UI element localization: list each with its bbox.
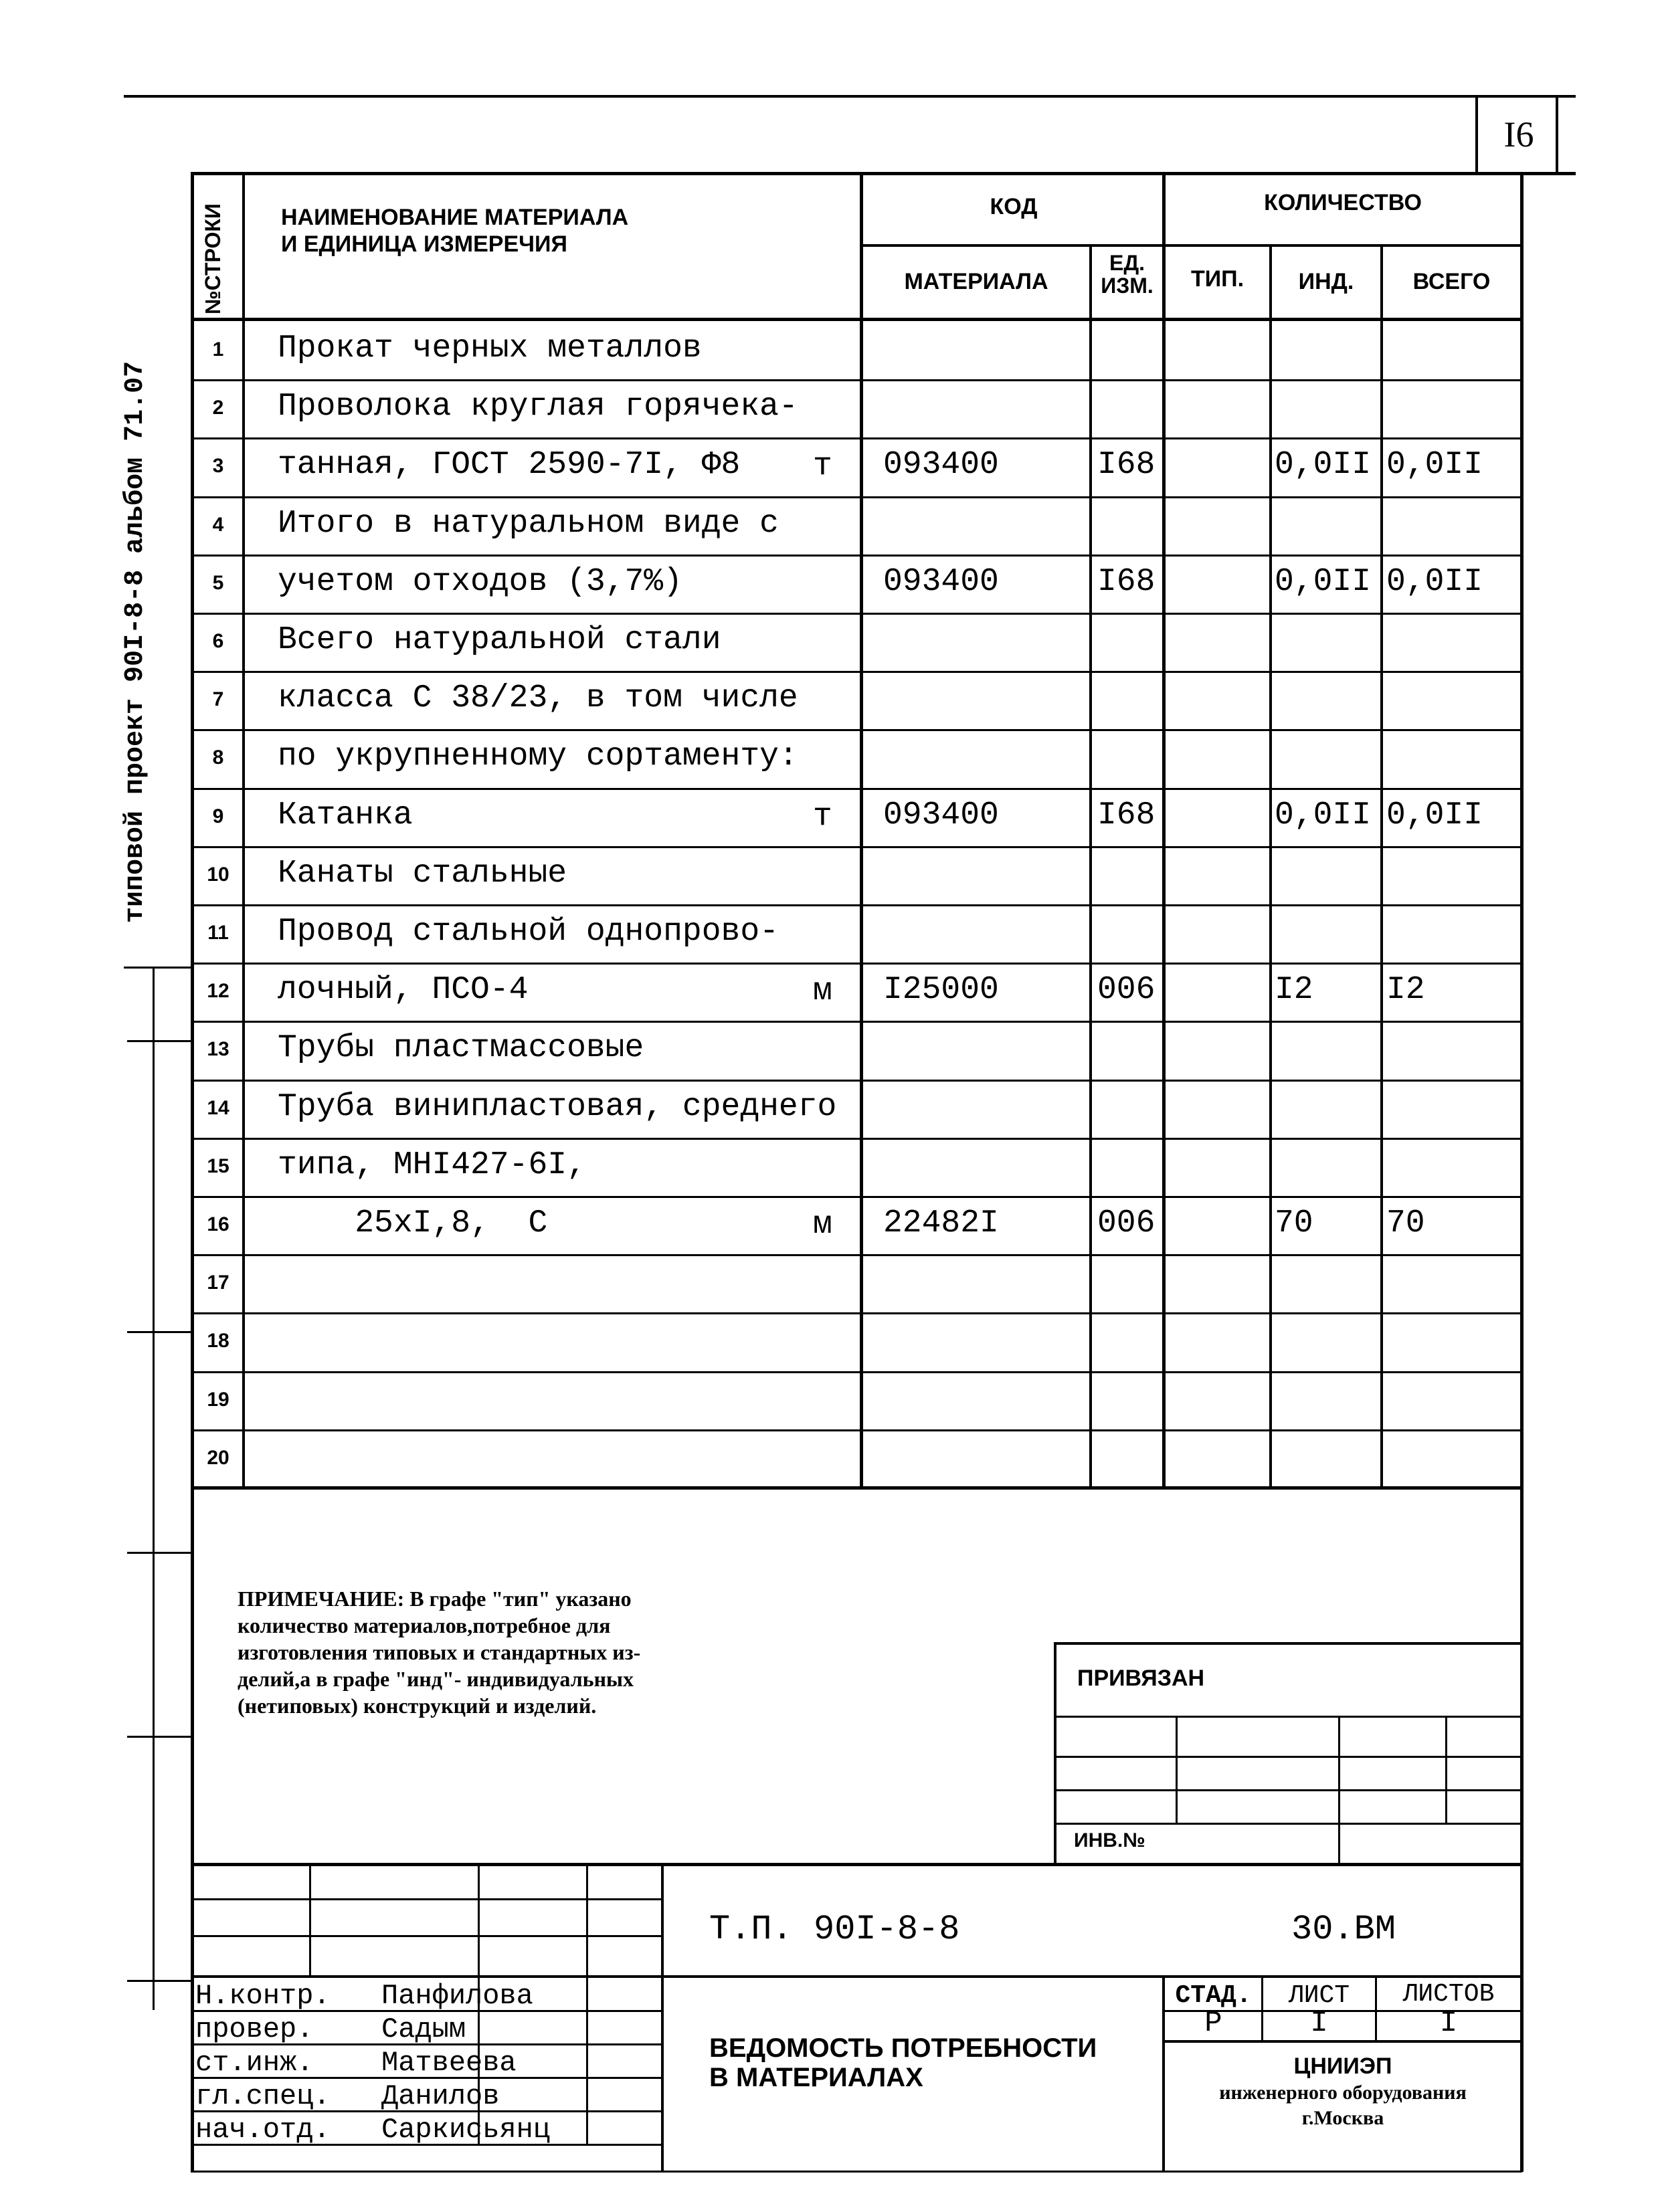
row-number: 11 [207,922,229,944]
note-text: ПРИМЕЧАНИЕ: В графе "тип" указано количество материалов,потребное для изготовления типовых и стандартных из- делий,а в графе "инд"- индивидуальных (нетиповых) конструкций и изделий. [238,1587,641,1718]
row-line [191,1138,1522,1140]
col-divider-name [860,172,863,1488]
row-material-code: 093400 [883,797,999,833]
org-line2: инженерного оборудования [1219,2082,1467,2104]
frame-right [1520,172,1524,2172]
col-divider-code [1162,172,1166,1488]
header-code: КОД [990,194,1038,219]
row-name: 25хI,8, С [278,1205,548,1241]
signature-role: ст.инж. [195,2047,314,2079]
row-name: танная, ГОСТ 2590-7I, Ф8 [278,447,741,483]
tb-grid-col [586,1863,588,2144]
row-number: 14 [207,1097,229,1119]
stamp-stad-label: СТАД. [1175,1981,1252,2010]
signature-role: гл.спец. [195,2080,331,2112]
privyazan-col [1338,1716,1340,1863]
privyazan-row [1054,1789,1522,1791]
header-rownum-text: №СТРОКИ [201,203,225,314]
row-name: Трубы пластмассовые [278,1030,644,1066]
row-number: 1 [212,338,224,361]
signature-name: Саркисьянц [381,2114,551,2146]
row-name: Итого в натуральном виде с [278,506,779,542]
top-rule [124,95,1576,98]
row-number: 15 [207,1155,229,1177]
tb-grid-line [191,1935,662,1937]
stamp-list: I [1310,2007,1328,2040]
privyazan-row [1054,1823,1522,1825]
privyazan-row [1054,1716,1522,1718]
stamp-listov: I [1439,2007,1458,2040]
stamp-listov-label: ЛИСТОВ [1402,1980,1495,2009]
header-quantity: КОЛИЧЕСТВО [1264,190,1422,215]
row-number: 18 [207,1330,229,1352]
org-line3: г.Москва [1301,2107,1384,2129]
row-unit-code: 006 [1097,972,1156,1008]
row-name: Прокат черных металлов [278,330,702,367]
row-name: Катанка [278,797,413,833]
row-number: 2 [212,397,224,419]
header-name: НАИМЕНОВАНИЕ МАТЕРИАЛА И ЕДИНИЦА ИЗМЕРЕЧИЯ [281,205,629,257]
margin-tick [127,1331,191,1333]
margin-text: типовой проект 90I-8-8 альбом 71.07 [120,361,151,923]
privyazan-top [1054,1642,1522,1645]
privyazan-col [1176,1716,1178,1823]
row-total: 0,0II [1386,447,1483,483]
margin-tick [127,1040,191,1042]
row-name: класса С 38/23, в том числе [278,680,798,716]
row-line [191,437,1522,439]
row-line [191,1371,1522,1373]
row-line [191,1312,1522,1314]
org-line1: ЦНИИЭП [1293,2053,1392,2079]
signature-role: Н.контр. [195,1980,331,2012]
margin-line [153,967,155,2010]
row-line [191,904,1522,906]
header-bottom-line [191,318,1522,321]
row-number: 12 [207,980,229,1002]
frame-top [191,172,1576,175]
row-unit-letter: т [813,799,832,835]
row-name: Провод стальной однопрово- [278,914,779,950]
margin-tick [127,1980,191,1982]
margin-tick [127,1552,191,1554]
row-unit-code: I68 [1097,447,1156,483]
margin-tick [127,1736,191,1738]
margin-album-text [120,361,151,923]
tb-grid-col [309,1863,311,1977]
row-line [191,963,1522,965]
row-material-code: 22482I [883,1205,999,1241]
row-number: 9 [212,805,224,827]
title-block-top [191,1863,1522,1866]
row-number: 6 [212,630,224,652]
row-unit-code: I68 [1097,797,1156,833]
row-line [191,1196,1522,1198]
tb-grid-line [191,1898,662,1900]
page-number: I6 [1503,114,1534,155]
page-number-box-left [1475,95,1478,172]
row-ind: 0,0II [1275,447,1372,483]
row-number: 13 [207,1038,229,1060]
row-name: по укрупненному сортаменту: [278,738,798,775]
row-number: 3 [212,455,224,477]
col-divider-ind [1380,244,1383,1488]
row-number: 7 [212,688,224,710]
col-divider-typ [1269,244,1272,1488]
row-material-code: 093400 [883,447,999,483]
signature-name: Матвеева [381,2047,517,2079]
row-unit-code: 006 [1097,1205,1156,1241]
col-divider-material [1089,244,1092,1488]
row-ind: I2 [1275,972,1313,1008]
header-total: ВСЕГО [1412,269,1491,294]
header-ind: ИНД. [1298,269,1354,294]
row-ind: 0,0II [1275,797,1372,833]
row-ind: 70 [1275,1205,1313,1241]
signature-role: провер. [195,2013,314,2045]
row-total: 0,0II [1386,564,1483,600]
row-material-code: I25000 [883,972,999,1008]
row-number: 4 [212,514,224,536]
stamp-list-label: ЛИСТ [1288,1981,1350,2010]
row-name: учетом отходов (3,7%) [278,564,682,600]
row-unit-code: I68 [1097,564,1156,600]
stamp-line [1162,2040,1522,2043]
row-unit-letter: т [813,448,832,484]
signature-name: Данилов [381,2080,500,2112]
row-total: 0,0II [1386,797,1483,833]
row-name: Труба винипластовая, среднего [278,1089,837,1125]
row-unit-letter: м [813,1207,832,1243]
doc-title: ВЕДОМОСТЬ ПОТРЕБНОСТИ В МАТЕРИАЛАХ [709,2033,1097,2092]
row-line [191,846,1522,848]
privyazan-row [1054,1756,1522,1758]
row-name: лочный, ПСО-4 [278,972,529,1008]
row-line [191,729,1522,731]
row-line [191,555,1522,557]
signature-name: Панфилова [381,1980,533,2012]
header-rownum [201,203,225,314]
row-name: Канаты стальные [278,856,567,892]
row-total: 70 [1386,1205,1425,1241]
privyazan-col [1445,1716,1447,1823]
row-line [191,1080,1522,1082]
row-ind: 0,0II [1275,564,1372,600]
row-number: 8 [212,746,224,769]
row-line [191,1021,1522,1023]
col-divider-rownum [242,172,245,1488]
row-line [191,613,1522,615]
header-typ: ТИП. [1190,266,1244,292]
doc-code: Т.П. 90I-8-8 [709,1910,960,1949]
stamp-stad: Р [1204,2007,1222,2040]
inv-label: ИНВ.№ [1074,1829,1145,1851]
margin-tick [124,967,191,969]
row-name: типа, МНI427-6I, [278,1147,586,1183]
row-name: Всего натуральной стали [278,622,721,658]
row-line [191,671,1522,673]
title-block-divider [661,1863,664,2172]
tb-grid-line [191,1975,1522,1978]
row-line [191,1429,1522,1431]
row-material-code: 093400 [883,564,999,600]
row-total: I2 [1386,972,1425,1008]
header-unit: ЕД. ИЗМ. [1101,251,1154,298]
doc-suffix: 30.ВМ [1291,1910,1396,1949]
header-material: МАТЕРИАЛА [904,269,1048,294]
signature-role: нач.отд. [195,2114,331,2146]
page-number-box-right [1556,95,1558,172]
table-bottom-line [191,1486,1522,1490]
row-number: 10 [207,864,229,886]
header-mid-line [860,244,1522,247]
privyazan-left [1054,1642,1056,1863]
row-unit-letter: м [813,973,832,1009]
row-line [191,379,1522,381]
row-name: Проволока круглая горячека- [278,389,798,425]
row-number: 20 [207,1447,229,1469]
row-line [191,1254,1522,1256]
stamp-left [1162,1975,1165,2172]
row-number: 19 [207,1389,229,1411]
row-number: 5 [212,572,224,594]
row-number: 16 [207,1213,229,1235]
privyazan-label: ПРИВЯЗАН [1077,1666,1205,1691]
row-line [191,496,1522,498]
row-number: 17 [207,1272,229,1294]
frame-bottom [191,2171,1522,2173]
row-line [191,788,1522,790]
signature-name: Садым [381,2013,466,2045]
